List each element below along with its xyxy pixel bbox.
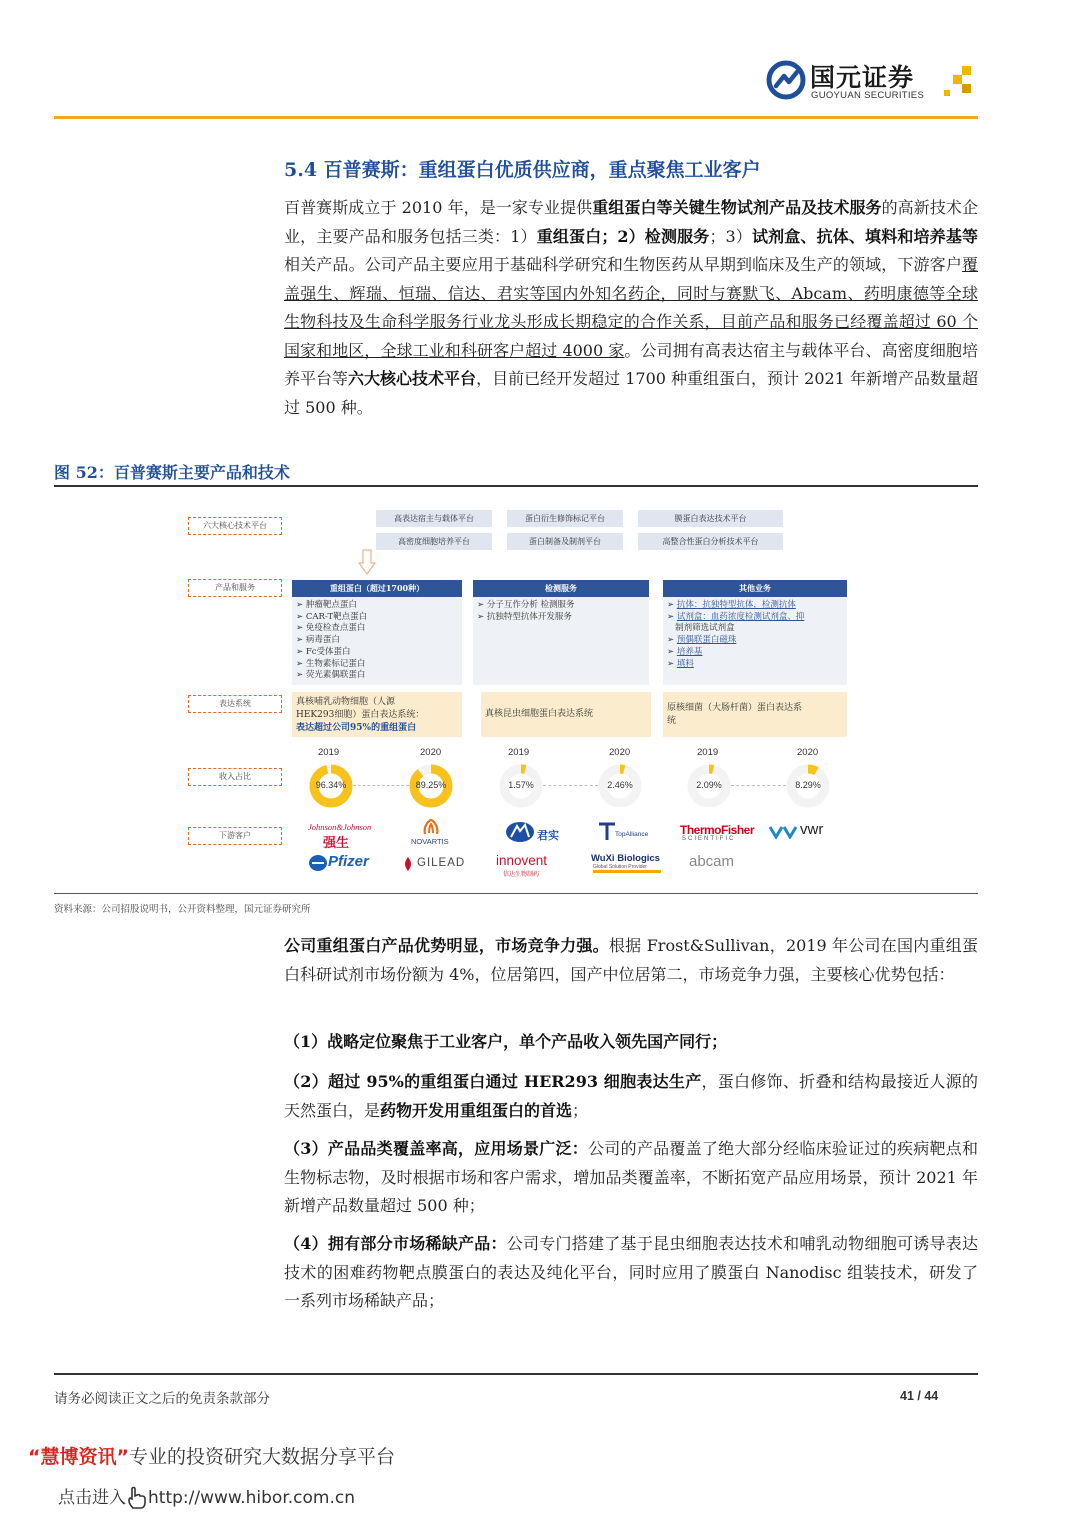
novartis-icon (422, 819, 440, 835)
advantage-3 (284, 1135, 978, 1221)
text-run: 的高新技术企业，主要产品和服务包括三类：1） (284, 198, 978, 246)
column-body-other (663, 597, 847, 685)
hibor-brand: “慧博资讯” (28, 1446, 129, 1468)
platform-box: 蛋白制备及制剂平台 (507, 533, 623, 550)
pfizer-icon (308, 853, 328, 873)
logo-square-icon (962, 66, 971, 75)
intro-paragraph (284, 194, 978, 422)
expression-system-mammalian: 真核哺乳动物细胞（人源 HEK293细胞）蛋白表达系统： 表达超过公司95%的重组蛋白 (292, 692, 462, 737)
figure-bottom-rule (54, 893, 978, 894)
list-item: 制剂筛选试剂盒 (675, 623, 735, 634)
text-run: ，蛋白修饰、折叠和结构最接近人源的天然蛋白，是 (284, 1072, 978, 1120)
text-run: 公司的产品覆盖了绝大部分经临床验证过的疾病靶点和生物标志物，及时根据市场和客户需求，增加品类覆盖率，不断拓宽产品应用场景，预计 2021 年新增产品数量超过 500 种； (284, 1139, 978, 1215)
advantage-1 (284, 1028, 978, 1057)
list-item: ➢ 免疫检查点蛋白 (296, 623, 366, 634)
hibor-banner (28, 1442, 395, 1469)
text-run-bold: 六大核心技术平台 (348, 369, 477, 388)
column-head-proteins: 重组蛋白（超过1700种） (292, 580, 462, 597)
list-item: ➢ Fc受体蛋白 (296, 646, 351, 657)
revenue-year-label: 2019 (508, 747, 530, 758)
platform-box: 高密度细胞培养平台 (376, 533, 492, 550)
revenue-connector (353, 785, 409, 786)
text-run-bold: 公司重组蛋白产品优势明显，市场竞争力强。 (284, 936, 609, 955)
topalliance-logo: TopAlliance (615, 831, 649, 838)
revenue-connector (731, 785, 786, 786)
text-run: ； (572, 1100, 589, 1120)
text-run: ；3） (709, 226, 752, 246)
revenue-share-label: 1.57% (508, 780, 534, 790)
innovent-sub: 信达生物制药 (503, 871, 540, 878)
revenue-year-label: 2020 (797, 747, 819, 758)
row-label-products: 产品和服务 (188, 579, 282, 597)
column-head-testing: 检测服务 (473, 580, 649, 597)
hand-pointer-icon (126, 1486, 148, 1510)
figure-title: 图 52：百普赛斯主要产品和技术 (54, 463, 290, 482)
row-label-revenue: 收入占比 (188, 768, 282, 786)
platform-box: 高表达宿主与载体平台 (376, 510, 492, 527)
text-run-bold: 重组蛋白等关键生物试剂产品及技术服务 (592, 198, 882, 217)
down-arrow-icon (358, 549, 376, 575)
logo-square-icon (944, 90, 950, 96)
revenue-share-label: 2.09% (696, 780, 722, 790)
vwr-icon (768, 824, 798, 839)
text-run: 根据 Frost&Sullivan，2019 年公司在国内重组蛋白科研试剂市场份额为 4%，位居第四，国产中位居第二，市场竞争力强，主要核心优势包括： (284, 936, 978, 984)
advantage-4 (284, 1230, 978, 1316)
logo-square-icon (953, 75, 962, 84)
gilead-logo: GILEAD (417, 857, 466, 869)
list-item: ➢ 预偶联蛋白磁珠 (667, 635, 737, 646)
novartis-logo: NOVARTIS (411, 837, 449, 846)
list-item: ➢ 试剂盒：血药浓度检测试剂盒、抑 (667, 611, 805, 622)
revenue-share-label: 8.29% (795, 780, 821, 790)
revenue-share-label: 96.34% (315, 780, 347, 790)
row-label-expression: 表达系统 (188, 695, 282, 713)
logo-chinese-name: 国元证券 (810, 63, 915, 92)
list-item: ➢ 抗体：抗独特型抗体，检测抗体 (667, 600, 796, 610)
revenue-year-label: 2020 (420, 747, 442, 758)
topalliance-icon (597, 821, 617, 841)
text-run: 公司专门搭建了基于昆虫细胞表达技术和哺乳动物细胞可诱导表达技术的困难药物靶点膜蛋白的表达及纯化平台，同时应用了膜蛋白 Nanodisc 组装技术，研发了一系列市场稀缺产品； (284, 1234, 978, 1310)
platform-box: 蛋白衍生修饰标记平台 (507, 510, 623, 527)
thermofisher-sub: SCIENTIFIC (682, 836, 736, 842)
page-number: 41 / 44 (900, 1389, 939, 1403)
guoyuan-logo (766, 58, 981, 108)
text-run-bold: 重组蛋白；2）检测服务 (536, 226, 710, 246)
hibor-enter-label[interactable]: 点击进入 (58, 1488, 126, 1508)
advantages-intro (284, 932, 978, 989)
text-run: 。公司拥有高表达宿主与载体平台、高密度细胞培养平台等 (284, 340, 978, 388)
disclaimer-note: 请务必阅读正文之后的免责条款部分 (54, 1391, 270, 1407)
abcam-logo: abcam (689, 853, 735, 870)
wuxi-underline (593, 870, 661, 873)
platform-box: 高整合性蛋白分析技术平台 (638, 533, 783, 550)
expression-system-insect: 真核昆虫细胞蛋白表达系统 (481, 692, 651, 737)
text-run: 百普赛斯成立于 2010 年，是一家专业提供 (284, 198, 593, 217)
list-item: ➢ 分子互作分析 检测服务 (477, 600, 575, 610)
thermofisher-logo: ThermoFisher (680, 823, 755, 837)
figure-top-rule (54, 485, 978, 487)
innovent-logo: innovent (496, 853, 548, 868)
jnj-chinese-logo: 强生 (323, 836, 350, 851)
text-run-bold: （2）超过 95%的重组蛋白通过 HER293 细胞表达生产 (284, 1072, 702, 1091)
row-label-platforms: 六大核心技术平台 (188, 517, 282, 535)
pfizer-logo: Pfizer (328, 853, 369, 870)
footer-rule (54, 1373, 978, 1375)
revenue-year-label: 2020 (609, 747, 631, 758)
list-item: ➢ CAR-T靶点蛋白 (296, 611, 368, 622)
section-title: 5.4 百普赛斯：重组蛋白优质供应商，重点聚焦工业客户 (284, 159, 761, 181)
revenue-share-label: 2.46% (607, 780, 633, 790)
advantage-2 (284, 1068, 978, 1125)
junshi-logo: 君实 (537, 829, 559, 842)
hibor-slogan: 专业的投资研究大数据分享平台 (128, 1446, 395, 1468)
text-run-underlined: 覆盖强生、辉瑞、恒瑞、信达、君实等国内外知名药企，同时与赛默飞、Abcam、药明康德等全球生物科技及生命科学服务行业龙头形成长期稳定的合作关系，目前产品和服务已经覆盖超过 60 个国家和地区，全球工业和科研客户超过 4000 家 (284, 255, 978, 360)
jnj-logo: Johnson&Johnson (308, 822, 372, 832)
revenue-year-label: 2019 (697, 747, 719, 758)
guoyuan-logo-icon (766, 60, 806, 100)
hibor-link[interactable] (58, 1483, 355, 1510)
text-run-bold: （4）拥有部分市场稀缺产品： (284, 1234, 507, 1253)
gilead-icon (402, 856, 414, 872)
junshi-icon (505, 821, 535, 843)
text-run-bold: 药物开发用重组蛋白的首选 (380, 1100, 573, 1120)
list-item: ➢ 肿瘤靶点蛋白 (296, 600, 357, 610)
column-head-other: 其他业务 (663, 580, 847, 597)
revenue-year-label: 2019 (318, 747, 340, 758)
figure-source: 资料来源：公司招股说明书，公开资料整理，国元证券研究所 (54, 904, 311, 915)
header-divider (54, 116, 978, 119)
text-run: ，目前已经开发超过 1700 种重组蛋白，预计 2021 年新增产品数量超过 500 种。 (284, 369, 978, 417)
expression-system-bacterial: 原核细菌（大肠杆菌）蛋白表达系 统 (663, 692, 847, 737)
list-item: ➢ 荧光素偶联蛋白 (296, 670, 366, 681)
revenue-share-label: 89.25% (415, 780, 447, 790)
wuxi-logo: WuXi Biologics (591, 853, 660, 864)
vwr-logo: vwr (800, 821, 824, 838)
column-body-testing (473, 597, 649, 685)
text-run-bold: 试剂盒、抗体、填料和培养基等 (751, 226, 978, 246)
wuxi-sub: Global Solution Provider (593, 864, 647, 870)
list-item: ➢ 生物素标记蛋白 (296, 658, 366, 669)
revenue-connector (543, 785, 598, 786)
text-run-bold: （1）战略定位聚焦于工业客户，单个产品收入领先国产同行； (284, 1032, 728, 1051)
hibor-url[interactable]: http://www.hibor.com.cn (148, 1488, 355, 1508)
column-body-proteins (292, 597, 462, 685)
list-item: ➢ 填料 (667, 658, 694, 669)
text-run-bold: （3）产品品类覆盖率高，应用场景广泛： (284, 1139, 589, 1158)
list-item: ➢ 抗独特型抗体开发服务 (477, 611, 572, 622)
list-item: ➢ 病毒蛋白 (296, 635, 340, 646)
text-run: 相关产品。公司产品主要应用于基础科学研究和生物医药从早期到临床及生产的领域，下游客户 (284, 255, 962, 274)
platform-box: 膜蛋白表达技术平台 (638, 510, 783, 527)
row-label-customers: 下游客户 (188, 827, 282, 845)
list-item: ➢ 培养基 (667, 646, 703, 657)
logo-english-name: GUOYUAN SECURITIES (811, 90, 925, 101)
logo-square-icon (962, 84, 971, 93)
